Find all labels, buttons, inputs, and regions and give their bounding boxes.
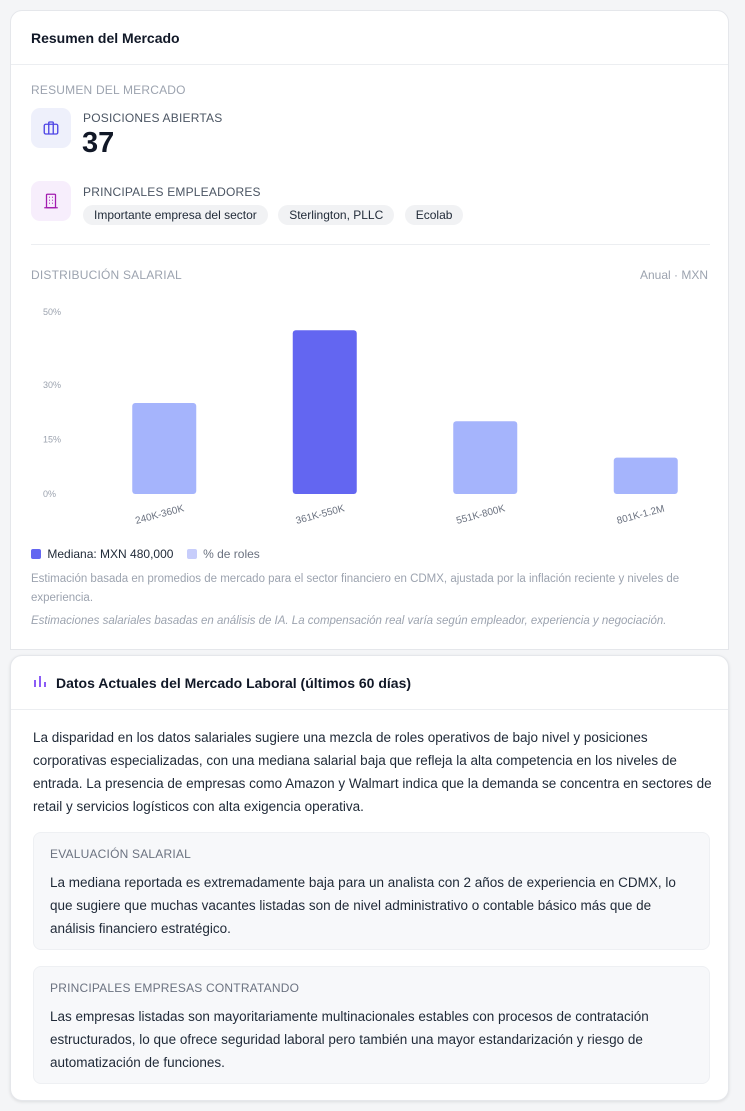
salary-chart (21, 291, 721, 541)
x-tick-label: 361K-550K (294, 503, 346, 527)
panel-text: La mediana reportada es extremadamente baja para un analista con 2 años de experiencia en CDMX, lo que sugiere que muchas vacantes listadas son de nivel administrativo o contable básico más que de análisis financiero estratégico. (50, 875, 676, 936)
chart-bar (132, 403, 196, 494)
building-icon (31, 181, 71, 221)
labor-market-card (10, 655, 729, 1101)
legend-roles: % de roles (203, 547, 260, 561)
chart-bar (293, 330, 357, 494)
legend-roles-swatch (187, 549, 197, 559)
chart-legend (31, 547, 260, 561)
positions-label: POSICIONES ABIERTAS (83, 111, 223, 125)
market-intro: La disparidad en los datos salariales sugiere una mezcla de roles operativos de bajo nivel y posiciones corporativas especializadas, con una mediana salarial baja que refleja la alta competencia en los niveles de entrada. La presencia de empresas como Amazon y Walmart indica que la demanda se concentra en sectores de retail y servicios logísticos con alta exigencia operativa. (33, 730, 712, 814)
section-label: RESUMEN DEL MERCADO (31, 83, 186, 97)
employer-pill: Importante empresa del sector (83, 205, 268, 225)
chart-bar (614, 458, 678, 494)
x-tick-label: 801K-1.2M (615, 503, 666, 527)
salary-distribution-label: DISTRIBUCIÓN SALARIAL (31, 268, 182, 282)
y-tick-label: 30% (43, 379, 62, 390)
salary-note: Estimación basada en promedios de mercado para el sector financiero en CDMX, ajustada por la inflación reciente y niveles de experiencia. (31, 573, 680, 604)
positions-count: 37 (82, 127, 115, 159)
employer-pill: Ecolab (405, 205, 464, 225)
salary-evaluation-panel (33, 832, 710, 950)
legend-median: Mediana: MXN 480,000 (47, 547, 174, 561)
salary-unit: Anual · MXN (639, 268, 708, 282)
x-tick-label: 551K-800K (455, 503, 507, 527)
y-tick-label: 15% (43, 434, 62, 445)
salary-disclaimer: Estimaciones salariales basadas en análisis de IA. La compensación real varía según empleador, experiencia y negociación. (31, 615, 667, 627)
y-tick-label: 0% (43, 489, 57, 499)
employer-pill: Sterlington, PLLC (278, 205, 394, 225)
x-tick-label: 240K-360K (134, 503, 186, 527)
card-header (11, 656, 728, 710)
employers-list (83, 205, 469, 225)
panel-text: Las empresas listadas son mayoritariamente multinacionales estables con procesos de contratación estructurados, lo que ofrece seguridad laboral pero también una mayor estandarización y riesgo de automatización de funciones. (50, 1009, 649, 1070)
panel-title: EVALUACIÓN SALARIAL (50, 847, 191, 861)
chart-bar (453, 421, 517, 494)
market-summary-card (10, 10, 729, 650)
divider (31, 244, 710, 245)
employers-label: PRINCIPALES EMPLEADORES (83, 185, 261, 199)
panel-title: PRINCIPALES EMPRESAS CONTRATANDO (50, 981, 300, 995)
y-tick-label: 50% (43, 307, 62, 317)
top-companies-panel (33, 966, 710, 1084)
legend-median-swatch (31, 549, 41, 559)
bar-chart-icon (33, 674, 47, 691)
card-title: Datos Actuales del Mercado Laboral (últimos 60 días) (56, 674, 412, 691)
briefcase-icon (31, 108, 71, 148)
card-title: Resumen del Mercado (11, 11, 728, 65)
